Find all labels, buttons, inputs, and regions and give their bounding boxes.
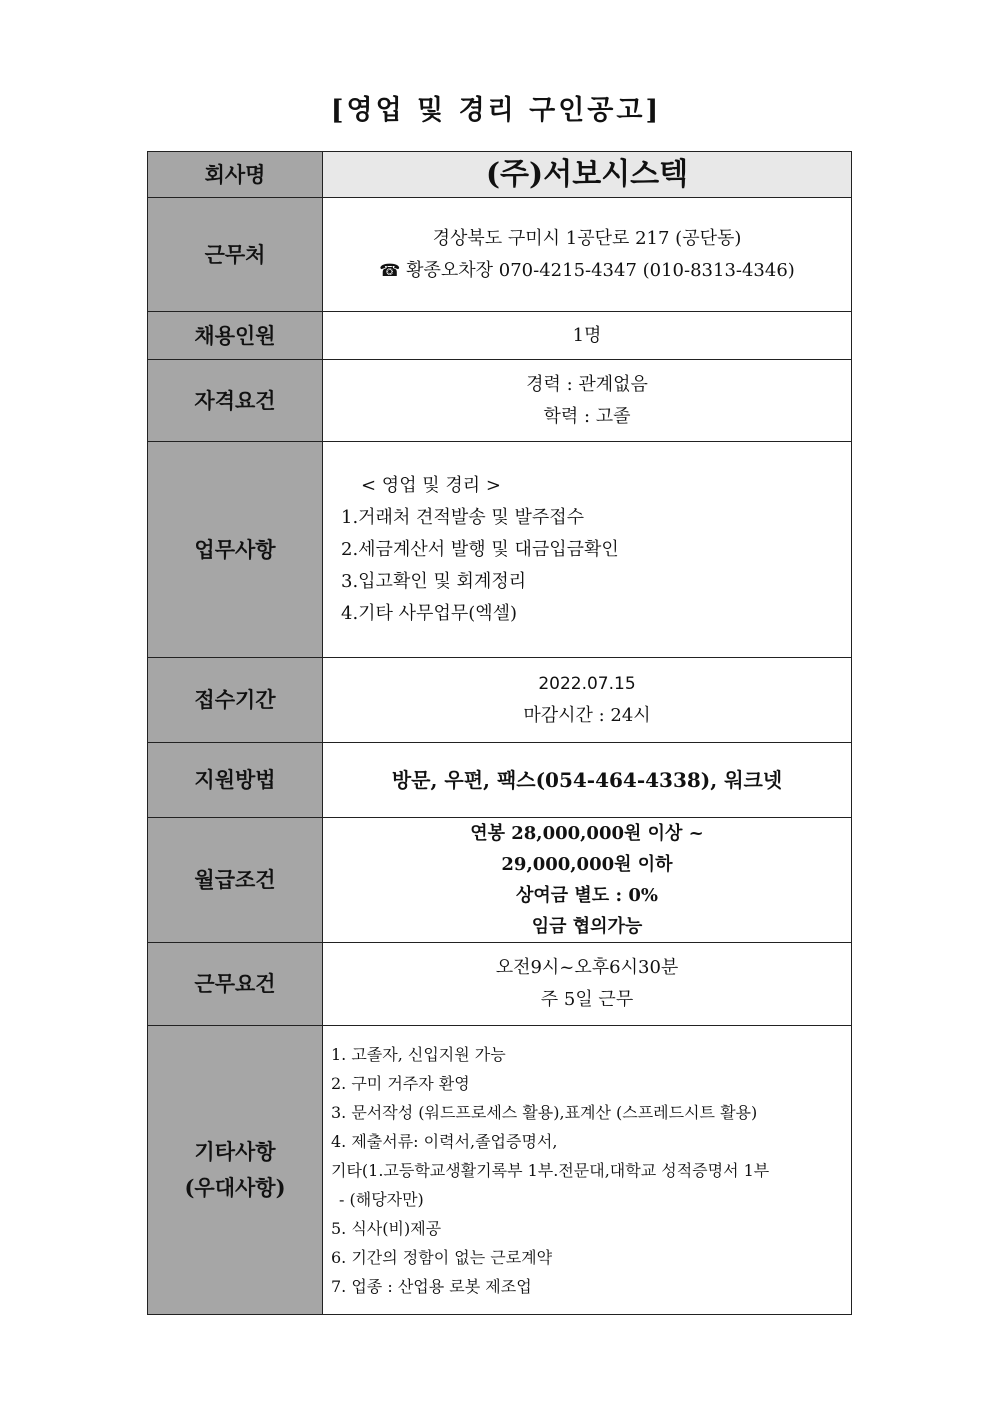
qualification-line: 경력 : 관계없음 — [526, 373, 648, 395]
label-apply: 지원방법 — [148, 743, 323, 818]
label-etc-line1: 기타사항 — [194, 1139, 276, 1164]
period-value — [323, 658, 852, 743]
page-title: [영업 및 경리 구인공고] — [330, 95, 662, 126]
contact-text: 황종오차장 070-4215-4347 (010-8313-4346) — [406, 259, 795, 281]
row-apply — [148, 743, 852, 818]
row-salary — [148, 818, 852, 943]
row-headcount — [148, 312, 852, 360]
duties-value — [323, 442, 852, 658]
etc-line: 1. 고졸자, 신입지원 가능 — [331, 1044, 506, 1064]
etc-value — [323, 1026, 852, 1315]
label-company: 회사명 — [148, 152, 323, 198]
period-date: 2022.07.15 — [538, 674, 636, 694]
row-qualifications — [148, 360, 852, 442]
row-hours — [148, 943, 852, 1026]
workplace-contact — [323, 255, 851, 287]
label-etc — [148, 1026, 323, 1315]
row-etc — [148, 1026, 852, 1315]
etc-line: - (해당자만) — [339, 1189, 424, 1209]
etc-line: 7. 업종 : 산업용 로봇 제조업 — [331, 1276, 532, 1296]
hours-value — [323, 943, 852, 1026]
job-posting-table — [147, 151, 852, 1315]
etc-line: 5. 식사(비)제공 — [331, 1218, 442, 1238]
workplace-address: 경상북도 구미시 1공단로 217 (공단동) — [432, 227, 742, 249]
label-hours: 근무요건 — [148, 943, 323, 1026]
label-workplace: 근무처 — [148, 198, 323, 312]
label-etc-line2: (우대사항) — [184, 1175, 286, 1200]
label-qualifications: 자격요건 — [148, 360, 323, 442]
duty-item: 4.기타 사무업무(엑셀) — [341, 602, 518, 624]
salary-line: 상여금 별도 : 0% — [515, 885, 658, 906]
salary-line: 임금 협의가능 — [531, 916, 643, 937]
workplace-value — [323, 198, 852, 312]
label-salary: 월급조건 — [148, 818, 323, 943]
salary-line: 29,000,000원 이하 — [501, 854, 673, 875]
phone-icon: ☎ — [379, 260, 401, 281]
qualifications-value — [323, 360, 852, 442]
etc-line: 4. 제출서류: 이력서,졸업증명서, — [331, 1131, 558, 1151]
duty-item: 2.세금계산서 발행 및 대금입금확인 — [341, 538, 619, 560]
period-deadline: 마감시간 : 24시 — [523, 705, 651, 726]
hours-line: 오전9시~오후6시30분 — [495, 957, 679, 978]
label-duties: 업무사항 — [148, 442, 323, 658]
headcount-value: 1명 — [323, 312, 852, 360]
apply-value: 방문, 우편, 팩스(054-464-4338), 워크넷 — [323, 743, 852, 818]
label-period: 접수기간 — [148, 658, 323, 743]
row-workplace — [148, 198, 852, 312]
row-period — [148, 658, 852, 743]
duty-item: 1.거래처 견적발송 및 발주접수 — [341, 506, 584, 528]
qualification-line: 학력 : 고졸 — [543, 405, 631, 427]
etc-line: 2. 구미 거주자 환영 — [331, 1073, 470, 1093]
hours-line: 주 5일 근무 — [540, 989, 634, 1010]
row-company — [148, 152, 852, 198]
salary-value — [323, 818, 852, 943]
duties-heading: < 영업 및 경리 > — [361, 474, 501, 496]
salary-line: 연봉 28,000,000원 이상 ~ — [470, 823, 704, 844]
duty-item: 3.입고확인 및 회계정리 — [341, 570, 527, 592]
company-name: (주)서보시스텍 — [323, 152, 852, 198]
label-headcount: 채용인원 — [148, 312, 323, 360]
etc-line: 3. 문서작성 (워드프로세스 활용),표계산 (스프레드시트 활용) — [331, 1102, 758, 1122]
etc-line: 기타(1.고등학교생활기록부 1부.전문대,대학교 성적증명서 1부 — [331, 1160, 770, 1180]
etc-line: 6. 기간의 정함이 없는 근로계약 — [331, 1247, 553, 1267]
row-duties — [148, 442, 852, 658]
